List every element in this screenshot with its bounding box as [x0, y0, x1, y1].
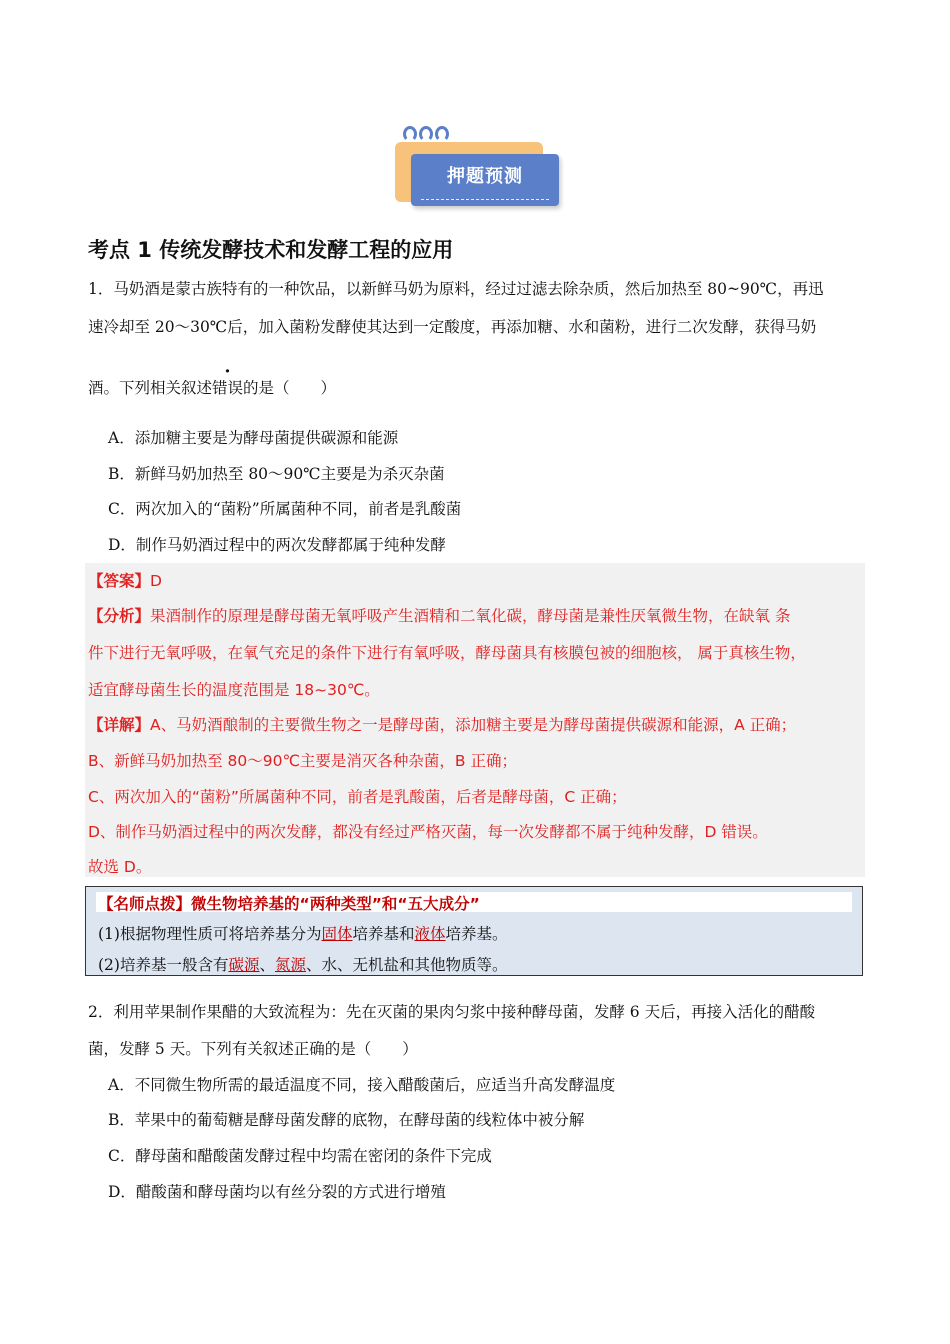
tip-line-1 — [98, 922, 508, 944]
q1-option-c: C．两次加入的“菌粉”所属菌种不同，前者是乳酸菌 — [108, 500, 462, 518]
detail-line-2: B、新鲜马奶加热至 80～90℃主要是消灭各种杂菌，B 正确； — [88, 752, 517, 770]
answer-tag: 【答案】 — [88, 572, 151, 590]
tip-line-1-c: 培养基。 — [445, 925, 508, 943]
conclusion-line: 故选 D。 — [88, 858, 152, 876]
tip-keyword-solid: 固体 — [321, 925, 353, 943]
q1-stem-pre: 酒。下列相关叙述 — [88, 379, 213, 397]
analysis-line-3: 适宜酵母菌生长的温度范围是 18~30℃。 — [88, 681, 380, 699]
analysis-line-2: 件下进行无氧呼吸，在氧气充足的条件下进行有氧呼吸，酵母菌具有核膜包被的细胞核， 属于真核生物， — [88, 644, 806, 662]
header-banner — [393, 126, 561, 212]
q1-stem-line-1: 1．马奶酒是蒙古族特有的一种饮品，以新鲜马奶为原料，经过过滤去除杂质，然后加热至 80~90℃，再迅 — [88, 280, 824, 298]
section-title: 考点 1 传统发酵技术和发酵工程的应用 — [88, 238, 454, 262]
q1-option-a: A．添加糖主要是为酵母菌提供碳源和能源 — [108, 429, 399, 447]
detail-tag: 【详解】 — [88, 716, 151, 734]
q2-stem-line-1: 2．利用苹果制作果醋的大致流程为：先在灭菌的果肉匀浆中接种酵母菌，发酵 6 天后，再接入活化的醋酸 — [88, 1003, 816, 1021]
q1-option-d: D．制作马奶酒过程中的两次发酵都属于纯种发酵 — [108, 536, 446, 554]
q2-option-a: A．不同微生物所需的最适温度不同，接入醋酸菌后，应适当升高发酵温度 — [108, 1076, 616, 1094]
tip-line-2-b: 、 — [259, 956, 275, 974]
tip-line-1-b: 培养基和 — [352, 925, 415, 943]
tip-line-2 — [98, 953, 508, 975]
tip-keyword-carbon: 碳源 — [228, 956, 260, 974]
detail-text-1: A、马奶酒酿制的主要微生物之一是酵母菌，添加糖主要是为酵母菌提供碳源和能源，A 正确； — [150, 716, 797, 734]
q2-option-c: C．酵母菌和醋酸菌发酵过程中均需在密闭的条件下完成 — [108, 1147, 492, 1165]
detail-line-3: C、两次加入的“菌粉”所属菌种不同，前者是乳酸菌，后者是酵母菌，C 正确； — [88, 788, 627, 806]
analysis-line-1 — [88, 604, 790, 626]
tip-line-2-a: (2)培养基一般含有 — [98, 956, 229, 974]
tip-line-2-c: 、水、无机盐和其他物质等。 — [306, 956, 508, 974]
banner-label: 押题预测 — [447, 166, 523, 187]
detail-line-4: D、制作马奶酒过程中的两次发酵，都没有经过严格灭菌，每一次发酵都不属于纯种发酵，D 错误。 — [88, 823, 768, 841]
analysis-tag: 【分析】 — [88, 607, 151, 625]
q1-stem-post: 的是（ ） — [243, 379, 337, 397]
teacher-tip-title: 【名师点拨】微生物培养基的“两种类型”和“五大成分” — [98, 895, 480, 913]
q2-option-b: B．苹果中的葡萄糖是酵母菌发酵的底物，在酵母菌的线粒体中被分解 — [108, 1111, 585, 1129]
q2-option-d: D．醋酸菌和酵母菌均以有丝分裂的方式进行增殖 — [108, 1183, 446, 1201]
detail-line-1 — [88, 713, 796, 735]
answer-line — [88, 569, 162, 591]
q1-stem-line-2: 速冷却至 20～30℃后，加入菌粉发酵使其达到一定酸度，再添加糖、水和菌粉，进行二次发酵，获得马奶 — [88, 318, 817, 336]
tip-keyword-nitrogen: 氮源 — [275, 956, 307, 974]
banner-front-panel — [411, 154, 559, 206]
answer-value: D — [150, 572, 162, 590]
analysis-text-1: 果酒制作的原理是酵母菌无氧呼吸产生酒精和二氧化碳，酵母菌是兼性厌氧微生物，在缺氧 条 — [150, 607, 791, 625]
tip-line-1-a: (1)根据物理性质可将培养基分为 — [98, 925, 322, 943]
q1-emphasis-word: 错误 — [212, 379, 244, 397]
tip-keyword-liquid: 液体 — [414, 925, 446, 943]
q1-option-b: B．新鲜马奶加热至 80～90℃主要是为杀灭杂菌 — [108, 465, 445, 483]
q2-stem-line-2: 菌，发酵 5 天。下列有关叙述正确的是（ ） — [88, 1040, 418, 1058]
q1-stem-line-3 — [88, 376, 336, 398]
